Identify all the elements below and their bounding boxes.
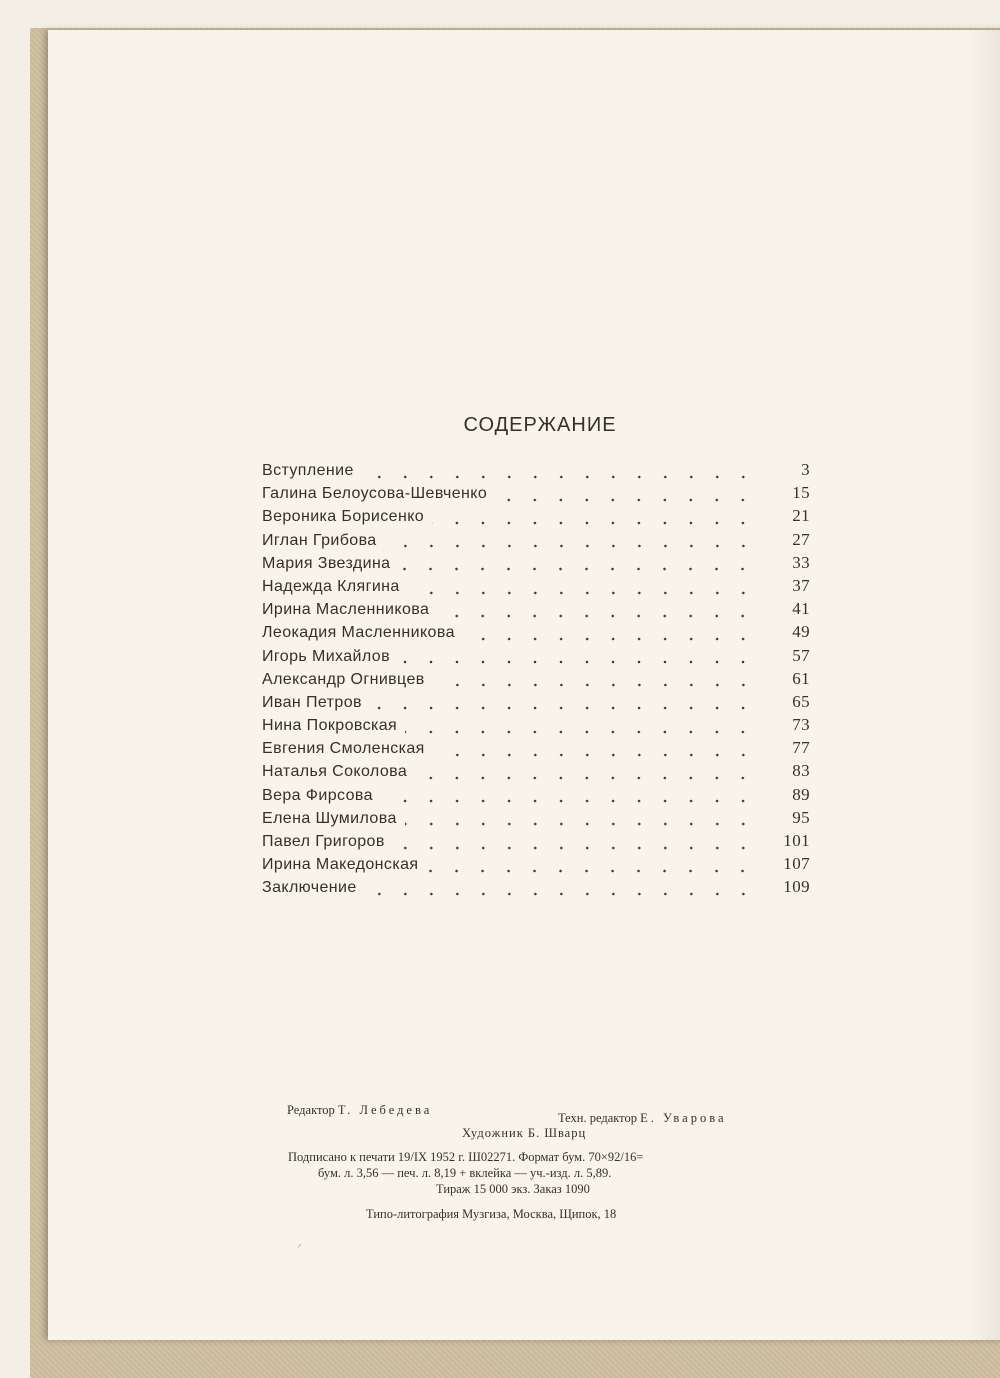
toc-entry <box>262 460 810 483</box>
toc-entry-page: 77 <box>792 738 810 758</box>
toc-entry-label: Надежда Клягина <box>262 577 400 595</box>
toc-leader-dots <box>433 683 756 687</box>
toc-entry <box>262 530 810 553</box>
imprint-line-3: Тираж 15 000 экз. Заказ 1090 <box>436 1182 590 1196</box>
toc-leader-dots <box>405 730 756 734</box>
toc-entry-page: 89 <box>792 784 810 804</box>
toc-entry-page: 41 <box>792 599 810 619</box>
toc-entry-label: Ирина Масленникова <box>262 601 430 619</box>
toc-title: СОДЕРЖАНИЕ <box>463 414 617 436</box>
toc-entry <box>262 599 810 622</box>
toc-entry-label: Нина Покровская <box>262 717 398 735</box>
toc-entry <box>262 761 810 784</box>
toc-entry-label: Вступление <box>262 462 354 479</box>
toc-entry-label: Мария Звездина <box>262 554 391 572</box>
toc-entry-page: 49 <box>792 622 810 642</box>
toc-entry-label: Евгения Смоленская <box>262 740 425 758</box>
toc-entry-page: 37 <box>792 575 810 595</box>
toc-entry-page: 15 <box>792 483 810 503</box>
toc-entry-label: Игорь Михайлов <box>262 647 390 665</box>
toc-leader-dots <box>426 869 756 873</box>
toc-entry <box>262 854 810 877</box>
toc-entry-page: 65 <box>792 691 810 711</box>
toc-entry <box>262 785 810 808</box>
toc-leader-dots <box>405 822 756 826</box>
printer-credit: Типо-литография Музгиза, Москва, Щипок, 18 <box>366 1207 617 1221</box>
toc-entry <box>262 808 810 831</box>
toc-leader-dots <box>381 799 756 803</box>
toc-entry-label: Леокадия Масленникова <box>262 624 455 642</box>
toc-leader-dots <box>433 753 756 757</box>
toc-entry-page: 73 <box>792 715 810 735</box>
toc-entry <box>262 831 810 854</box>
toc-entry-label: Иван Петров <box>262 693 362 711</box>
toc-entry <box>262 506 810 529</box>
editor-label: Редактор <box>287 1103 335 1117</box>
toc-entry <box>262 738 810 761</box>
table-of-contents <box>262 460 810 901</box>
toc-entry-label: Вероника Борисенко <box>262 508 425 526</box>
page-shadow <box>968 30 1000 1340</box>
toc-entry <box>262 483 810 506</box>
imprint-line-2: бум. л. 3,56 — печ. л. 8,19 + вклейка — уч.-изд. л. 5,89. <box>318 1166 612 1180</box>
toc-entry-label: Вера Фирсова <box>262 786 373 804</box>
toc-entry-page: 101 <box>783 831 810 850</box>
toc-entry-page: 57 <box>792 645 810 665</box>
toc-entry-page: 95 <box>792 807 810 827</box>
toc-entry-label: Александр Огнивцев <box>262 670 425 688</box>
toc-leader-dots <box>362 475 756 479</box>
toc-leader-dots <box>398 660 756 664</box>
artist-credit: Художник Б. Шварц <box>462 1126 587 1140</box>
toc-entry-page: 21 <box>792 506 810 526</box>
toc-entry <box>262 646 810 669</box>
toc-entry-label: Иглан Грибова <box>262 531 377 549</box>
toc-entry <box>262 553 810 576</box>
toc-entry-page: 27 <box>792 529 810 549</box>
ink-mark-icon: ⸍ <box>297 1243 302 1254</box>
tech-editor-name: Е. Уварова <box>640 1111 727 1125</box>
toc-leader-dots <box>495 498 756 502</box>
toc-leader-dots <box>408 591 756 595</box>
toc-entry-page: 33 <box>792 552 810 572</box>
toc-leader-dots <box>393 846 756 850</box>
toc-entry-page: 83 <box>792 761 810 781</box>
toc-entry <box>262 576 810 599</box>
tech-editor-label: Техн. редактор <box>558 1111 637 1125</box>
toc-leader-dots <box>370 706 756 710</box>
tech-editor-credit <box>558 1111 727 1126</box>
toc-entry <box>262 877 810 900</box>
imprint-line-1: Подписано к печати 19/IX 1952 г. Ш02271. Формат бум. 70×92/16= <box>288 1150 644 1164</box>
toc-leader-dots <box>385 544 756 548</box>
toc-entry <box>262 669 810 692</box>
toc-entry-label: Заключение <box>262 879 357 897</box>
toc-entry-label: Елена Шумилова <box>262 809 397 827</box>
editor-name: Т. Лебедева <box>337 1103 433 1117</box>
toc-entry-page: 109 <box>783 877 810 897</box>
toc-entry-label: Наталья Соколова <box>262 763 408 781</box>
toc-entry <box>262 715 810 738</box>
toc-entry-page: 61 <box>792 668 810 688</box>
toc-leader-dots <box>437 614 756 618</box>
toc-leader-dots <box>365 892 756 896</box>
toc-entry-label: Галина Белоусова-Шевченко <box>262 485 488 503</box>
toc-leader-dots <box>398 567 756 571</box>
toc-entry <box>262 622 810 645</box>
toc-leader-dots <box>463 637 756 641</box>
editor-credit <box>287 1103 432 1118</box>
toc-entry <box>262 692 810 715</box>
toc-entry-label: Павел Григоров <box>262 833 385 850</box>
toc-entry-label: Ирина Македонская <box>262 856 419 874</box>
toc-leader-dots <box>432 521 756 525</box>
toc-entry-page: 107 <box>783 854 810 874</box>
toc-leader-dots <box>415 776 756 780</box>
toc-entry-page: 3 <box>801 460 810 479</box>
